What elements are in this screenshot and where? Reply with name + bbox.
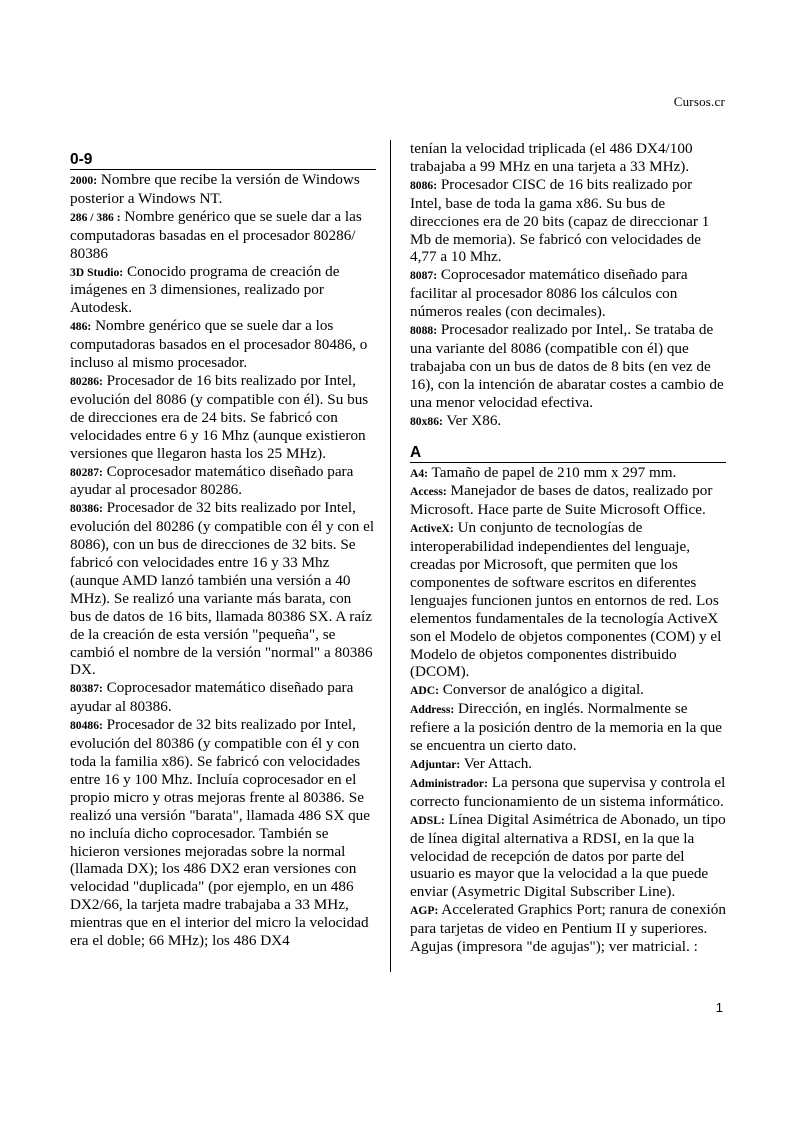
left-column: [70, 140, 376, 950]
section-heading-a: A: [410, 444, 726, 463]
entry-term: Access:: [410, 485, 447, 499]
entry-term: ActiveX:: [410, 522, 454, 536]
glossary-entry: [410, 774, 726, 811]
page-header-site: Cursos.cr: [673, 94, 725, 109]
entry-definition: Un conjunto de tecnologías de interoperabilidad independientes del lenguaje, creadas por Microsoft, que permiten que los componentes de software escritos en diferentes lenguajes funcionen juntos en entornos de red. Los elementos fundamentales de la tecnología ActiveX son el Modelo de objetos componentes (COM) y el Modelo de objetos componentes distribuido (DCOM).: [410, 519, 722, 681]
section-heading-0-9: 0-9: [70, 151, 376, 170]
column-divider: [390, 140, 391, 972]
entry-term: Address:: [410, 703, 455, 717]
entry-term: 80286:: [70, 374, 103, 388]
entry-term: 80486:: [70, 719, 103, 733]
entry-term: 486:: [70, 320, 92, 334]
entry-definition: Línea Digital Asimétrica de Abonado, un tipo de línea digital alternativa a RDSI, en la que la velocidad de recepción de datos por parte del usuario es mayor que la velocidad a la que puede enviar (Asymetric Digital Subscriber Line).: [410, 810, 726, 901]
entry-definition: Nombre genérico que se suele dar a los computadoras basados en el procesador 80486, o incluso al mismo procesador.: [70, 317, 368, 372]
glossary-entry: [70, 716, 376, 950]
glossary-entry: [70, 317, 376, 372]
entry-term: 80x86:: [410, 414, 443, 428]
glossary-list-left: [70, 171, 376, 950]
entry-term: 80387:: [70, 682, 103, 696]
glossary-entry: [410, 412, 726, 431]
entry-term: 3D Studio:: [70, 265, 124, 279]
entry-term: AGP:: [410, 904, 439, 918]
entry-definition: Tamaño de papel de 210 mm x 297 mm.: [428, 463, 677, 481]
right-column: [410, 140, 726, 956]
glossary-entry: [410, 321, 726, 412]
entry-definition: La persona que supervisa y controla el correcto funcionamiento de un sistema informático.: [410, 773, 726, 810]
entry-continuation: tenían la velocidad triplicada (el 486 DX4/100 trabajaba a 99 MHz en una tarjeta a 33 MHz).: [410, 140, 693, 175]
glossary-entry: [70, 463, 376, 500]
page-number: 1: [715, 1000, 723, 1015]
glossary-entry: [70, 208, 376, 263]
entry-definition: Coprocesador matemático diseñado para ayudar al 80386.: [70, 679, 354, 716]
entry-definition: Accelerated Graphics Port; ranura de conexión para tarjetas de video en Pentium II y superiores.: [410, 901, 726, 938]
entry-term: ADC:: [410, 684, 439, 698]
glossary-entry: [410, 901, 726, 938]
entry-definition: Conversor de analógico a digital.: [438, 681, 644, 699]
glossary-entry: [410, 482, 726, 519]
entry-term: ADSL:: [410, 813, 445, 827]
glossary-entry: [70, 372, 376, 463]
glossary-entry: [70, 499, 376, 679]
entry-definition: Ver X86.: [442, 411, 502, 429]
glossary-entry: [410, 266, 726, 321]
entry-definition: Nombre genérico que se suele dar a las computadoras basadas en el procesador 80286/ 80386: [70, 207, 362, 262]
entry-term: 8088:: [410, 324, 438, 338]
glossary-entry: [410, 519, 726, 681]
entry-definition: Coprocesador matemático diseñado para ayudar al procesador 80286.: [70, 462, 354, 499]
entry-definition: Coprocesador matemático diseñado para facilitar al procesador 8086 los cálculos con números reales (con decimales).: [410, 266, 688, 321]
entry-definition: Procesador de 16 bits realizado por Intel, evolución del 8086 (y compatible con él). Su bus de direcciones era de 24 bits. Se fabricó con velocidades entre 6 y 16 Mhz (aunque existieron versiones que llegaron hasta los 25 MHz).: [70, 371, 369, 462]
entry-trailing: Agujas (impresora "de agujas"); ver matricial. :: [410, 938, 698, 956]
entry-definition: Manejador de bases de datos, realizado por Microsoft. Hace parte de Suite Microsoft Office.: [410, 482, 713, 519]
glossary-entry: [410, 755, 726, 774]
entry-term: Administrador:: [410, 776, 488, 790]
entry-term: 80386:: [70, 502, 103, 516]
entry-definition: Procesador de 32 bits realizado por Intel, evolución del 80286 (y compatible con él y con el 8086), con un bus de direcciones de 32 bits. Se fabricó con velocidades entre 16 y 33 Mhz (aunque AMD lanzó también una versión a 40 MHz). Se realizó una variante más barata, con bus de datos de 16 bits, llamada 80386 SX. A raíz de la creación de esta versión "pequeña", se cambió el nombre de la versión "normal" a 80386 DX.: [70, 499, 375, 679]
entry-definition: Nombre que recibe la versión de Windows posterior a Windows NT.: [70, 171, 360, 207]
entry-term: 2000:: [70, 174, 98, 187]
entry-definition: Dirección, en inglés. Normalmente se refiere a la posición dentro de la memoria en la que se encuentra un cierto dato.: [410, 700, 723, 755]
entry-definition: Procesador de 32 bits realizado por Intel, evolución del 80386 (y compatible con él y con toda la familia x86). Se fabricó con velocidades entre 16 y 100 Mhz. Incluía coprocesador en el propio micro y otras mejoras frente al 80386. Se realizó una versión "barata", llamada 486 SX que no incluía dicho coprocesador. También se hicieron versiones mejoradas sobre la normal (llamada DX); los 486 DX2 eran versiones con velocidad "duplicada" (por ejemplo, en un 486 DX2/66, la tarjeta madre trabajaba a 33 MHz, mientras que en el interior del micro la velocidad era el doble; 66 MHz); los 486 DX4: [70, 716, 371, 950]
glossary-entry: [70, 171, 376, 208]
entry-term: 286 / 386 :: [70, 210, 121, 224]
glossary-entry: [410, 464, 726, 483]
glossary-list-a: [410, 464, 726, 939]
entry-term: 8087:: [410, 269, 438, 283]
entry-definition: Procesador CISC de 16 bits realizado por Intel, base de toda la gama x86. Su bus de direcciones era de 20 bits (capaz de direccionar 1 Mb de memoria). Se fabricó con velocidades de 4,77 a 10 Mhz.: [410, 175, 710, 266]
entry-definition: Procesador realizado por Intel,. Se trataba de una variante del 8086 (compatible con él) que trabajaba con un bus de datos de 8 bits (en vez de 16), con la intención de abaratar costes a cambio de una menor velocidad efectiva.: [410, 321, 724, 411]
glossary-list-right-top: [410, 176, 726, 431]
entry-term: A4:: [410, 466, 429, 480]
glossary-entry: [410, 176, 726, 267]
entry-definition: Conocido programa de creación de imágenes en 3 dimensiones, realizado por Autodesk.: [70, 262, 340, 317]
glossary-entry: [410, 811, 726, 902]
glossary-entry: [410, 681, 726, 700]
glossary-entry: [70, 263, 376, 318]
glossary-entry: [410, 700, 726, 755]
entry-term: 80287:: [70, 465, 103, 479]
entry-term: Adjuntar:: [410, 758, 461, 771]
entry-definition: Ver Attach.: [460, 755, 533, 772]
glossary-entry: [70, 679, 376, 716]
entry-term: 8086:: [410, 178, 438, 192]
